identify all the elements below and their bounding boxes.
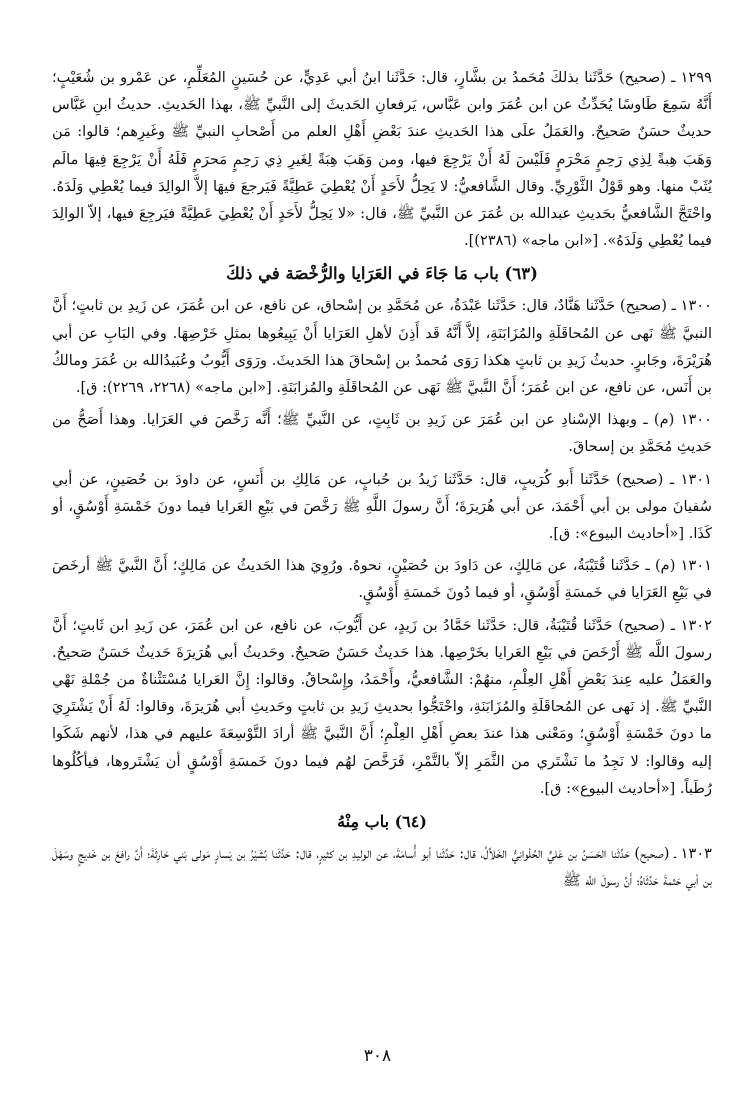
hadith-1300: ١٣٠٠ ـ (صحيح) حَدَّثَنا هَنَّادٌ، قال: حَدَّثَنا عَبْدَةُ، عن مُحَمَّدِ بن إسْحاق، عن نافع، عن ابن عُمَرَ، عن زَيدِ بن ثابتٍ؛ أَنَّ النبيَّ ﷺ نَهى عن المُحاقَلَةِ والمُزَابَنَةِ، إلاَّ أَنَّهُ قَد أَذِنَ لأهلِ العَرَايا أَنْ يَبِيعُوها بمثلِ خَرْصِهَا. وفي البَابِ عن أبي هُرَيْرَةَ، وجَابرٍ. حديثُ زَيدِ بن ثابتٍ هكذا رَوَى مُحمدُ بن إسْحاقَ هذا الحَديثَ. ورَوَى أَيُّوبُ وعُبَيدُالله بن عُمَرَ ومالكُ بن أَنَس، عن نافع، عن ابن عُمَرَ؛ أَنَّ النَّبيَّ ﷺ نَهَى عن المُحاقَلَةِ والمُزابَنَةِ. [«ابن ماجه» (٢٢٦٨، ٢٢٦٩): ق]. — [52, 297, 712, 397]
page-number: ٣٠٨ — [363, 1046, 392, 1066]
hadith-1301-m: ١٣٠١ (م) ـ حَدَّثَنا قُتَيْبَةُ، عن مَالِكٍ، عن دَاودَ بن حُصَيْنٍ، نحوهُ. ورُوِيَ هذا الحَديثُ عن مَالِكٍ؛ أَنَّ النَّبيَّ ﷺ أرخَصَ في بَيْعِ العَرَايا في خَمسَةِ أَوْسُقٍ، أو فيما دُونَ خَمسَةِ أَوْسُقٍ. — [52, 557, 712, 602]
hadith-1300-m: ١٣٠٠ (م) ـ وبهذا الإسْنادِ عن ابن عُمَرَ عن زَيدِ بن ثَابِتٍ، عن النَّبيِّ ﷺ؛ أَنَّه رَخَّصَ في العَرَايا. وهذا أَصَحُّ من حَديثِ مُحَمَّدِ بن إسحاقَ. — [52, 411, 712, 456]
chapter-64-title: (٦٤) باب مِنْهُ — [337, 812, 427, 832]
hadith-1301: ١٣٠١ ـ (صحيح) حَدَّثَنا أَبو كُرَيبٍ، قال: حَدَّثَنا زَيدُ بن حُبابٍ، عن مَالِكِ بن أَنَسٍ، عن داودَ بن حُصَينٍ، عن أبي سُفيانَ مولى بن أبي أَحْمَدَ، عن أبي هُرَيرَةَ؛ أَنَّ رسولَ اللَّهِ ﷺ رَخَّصَ في بَيْعِ العَرايا فيما دونَ خَمْسَةِ أَوْسُقٍ، أو كَذَا. [«أحاديث البيوع»: ق]. — [52, 470, 712, 543]
page-body — [52, 64, 712, 899]
chapter-63-title: (٦٣) باب مَا جَاءَ في العَرَايا والرُّخْصَة في ذلكَ — [226, 264, 538, 284]
hadith-1303: ١٣٠٣ ـ (صحيح) حَدَّثَنا الحَسَنُ بن عَليٍّ الحُلْوانِيُّ الخَلاَّلُ، قال: حَدَّثَنا أبو أُسامَةَ، عن الوليدِ بن كثيرٍ، قال: حَدَّثَنا بُشَيْرُ بن يَسارٍ مَولى بَني حَارِثَةَ؛ أَنَّ رافعَ بن خَديجٍ وسَهْلَ بن أبي حَثمةَ حَدَّثَاهُ؛ أَنَّ رسولَ اللَّه ﷺ — [52, 845, 712, 890]
hadith-1299: ١٢٩٩ ـ (صحيح) حَدَّثَنا بذلكَ مُحَمدُ بن بشَّارٍ، قال: حَدَّثَنا ابنُ أبي عَدِيٍّ، عن حُسَينٍ المُعَلِّمِ، عن عَمْرو بن شُعَيْبٍ؛ أَنَّهُ سَمِعَ طَاوسًا يُحَدِّثُ عن ابن عُمَرَ وابن عَبَّاس، يَرفعانِ الحَديثَ إلى النَّبيِّ ﷺ، بهذا الحَديثِ. حديثُ ابنِ عَبَّاس حديثٌ حسَنٌ صَحيحٌ. والعَمَلُ علَى هذا الحَديثِ عندَ بَعْضِ أَهْلِ العلم من أَصْحابِ النبيِّ ﷺ وغَيرِهم؛ قالوا: مَن وَهَبَ هِبةً لِذِي رَحِمٍ مَحْرَمٍ فَلَيْسَ لَهُ أَنْ يَرْجِعَ فيها، ومن وَهَبَ هِبَةً لِغَيرِ ذِي رَحِمٍ مَحرَمٍ فَلَهُ أَنْ يَرْجِعَ فِيهَا مالَم يُثَبْ منها. وهو قَوْلُ الثَّوْرِيِّ. وقال الشَّافعيُّ: لا يَحِلُّ لأَحَدٍ أَنْ يُعْطِيَ عَطِيَّةً فَيَرجعَ فيهَا إلاَّ الوالِدَ فيما يُعْطِي وَلَدَهُ. واحْتَجَّ الشَّافعيُّ بحَديثِ عبدالله بن عُمَرَ عن النَّبيِّ ﷺ، قال: «لا يَحِلُّ لأَحَدٍ أَنْ يُعْطِيَ عَطِيَّةً فيَرجِعَ فيها، إلاّ الوالِدَ فيما يُعْطِي وَلَدَهُ». [«ابن ماجه» (٢٣٨٦)]. — [52, 69, 712, 250]
hadith-1302: ١٣٠٢ ـ (صحيح) حَدَّثَنا قُتَيْبَةُ، قال: حَدَّثَنا حَمَّادُ بن زَيدٍ، عن أَيُّوبَ، عن نافع، عن ابن عُمَرَ، عن زَيدِ ابن ثَابتٍ؛ أَنَّ رسولَ اللَّه ﷺ أَرْخَصَ في بَيْعِ العَرايا بخَرْصِها. هذا حَديثٌ حَسَنٌ صَحيحٌ. وحَديثُ أبي هُرَيرَةَ حَديثٌ حَسَنٌ صَحيحٌ. والعَمَلُ عليه عِندَ بَعْضِ أَهْلِ العِلْمِ، منهُمْ: الشَّافعيُّ، وأَحْمَدُ، وإِسْحاقُ. وقالوا: إِنَّ العَرايا مُسْتَثْناةٌ من جُمْلةِ نَهْي النَّبيِّ ﷺ. إذ نَهى عن المُحاقَلَةِ والمُزَابَنَةِ، واحْتَجُّوا بحديثِ زَيدِ بن ثابتٍ وحَديثِ أبي هُرَيرَةَ، وقالوا: لَهُ أَنْ يَشْتَرِيَ ما دونَ خَمْسَةِ أَوْسُقٍ؛ ومَعْنى هذا عندَ بعضِ أَهْلِ العِلْمِ؛ أَنَّ النَّبيَّ ﷺ أرادَ التَّوْسِعَةَ عليهم في هذا، لأنهم شَكَوا إليه وقالوا: لا نَجِدُ ما نَشْتَري من الثَّمَرِ إلاّ بالتَّمْرِ، فَرَخَّصَ لهُم فيما دونَ خَمسَةِ أَوْسُقٍ أن يَشْتَروها، فيأكُلُوها رُطَباً. [«أحاديث البيوع»: ق]. — [52, 616, 712, 797]
